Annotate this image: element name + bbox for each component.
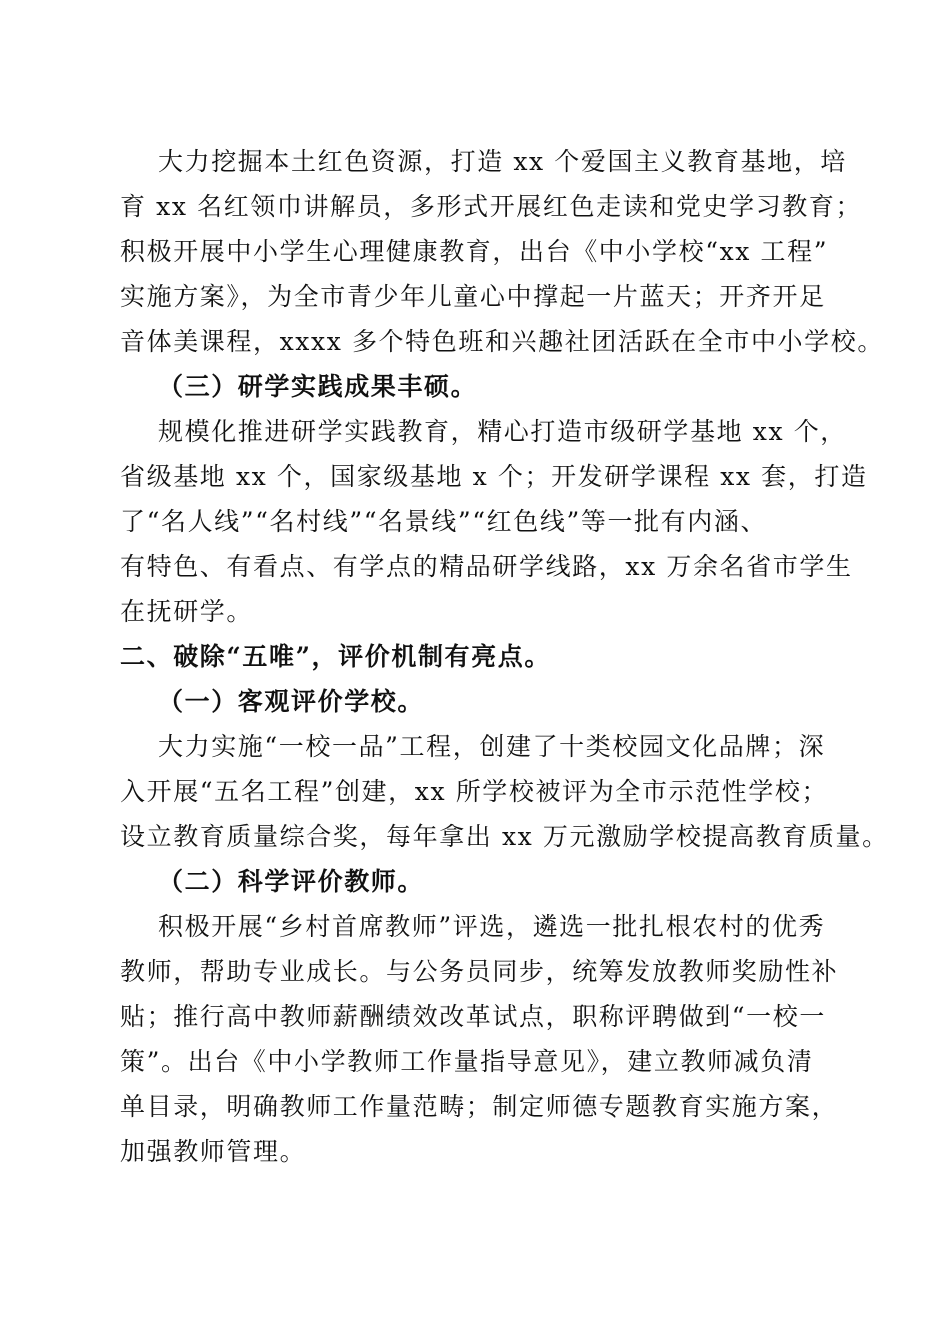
section-heading-two: 二、破除“五唯”，评价机制有亮点。	[120, 642, 551, 671]
paragraph-4-line-4: 策”。出台《中小学教师工作量指导意见》，建立教师减负清	[120, 1047, 814, 1076]
paragraph-2-line-1: 规模化推进研学实践教育，精心打造市级研学基地 xx 个，	[158, 417, 847, 446]
paragraph-1-line-4: 实施方案》，为全市青少年儿童心中撑起一片蓝天；开齐开足	[120, 282, 826, 311]
paragraph-4-line-6: 加强教师管理。	[120, 1137, 307, 1166]
paragraph-2-line-5: 在抚研学。	[120, 597, 254, 626]
subheading-research-practice: （三）研学实践成果丰硕。	[158, 372, 478, 401]
paragraph-4-line-3: 贴；推行高中教师薪酬绩效改革试点，职称评聘做到“一校一	[120, 1002, 826, 1031]
paragraph-3-line-3: 设立教育质量综合奖，每年拿出 xx 万元激励学校提高教育质量。	[120, 822, 889, 851]
paragraph-2-line-3: 了“名人线”“名村线”“名景线”“红色线”等一批有内涵、	[120, 507, 768, 536]
paragraph-2-line-2: 省级基地 xx 个，国家级基地 x 个；开发研学课程 xx 套，打造	[120, 462, 868, 491]
subheading-evaluate-schools: （一）客观评价学校。	[158, 687, 425, 716]
paragraph-1-line-1: 大力挖掘本土红色资源，打造 xx 个爱国主义教育基地，培	[158, 147, 847, 176]
paragraph-4-line-1: 积极开展“乡村首席教师”评选，遴选一批扎根农村的优秀	[158, 912, 826, 941]
paragraph-4-line-5: 单目录，明确教师工作量范畴；制定师德专题教育实施方案，	[120, 1092, 839, 1121]
paragraph-1-line-5: 音体美课程，xxxx 多个特色班和兴趣社团活跃在全市中小学校。	[120, 327, 884, 356]
paragraph-4-line-2: 教师，帮助专业成长。与公务员同步，统筹发放教师奖励性补	[120, 957, 839, 986]
subheading-evaluate-teachers: （二）科学评价教师。	[158, 867, 425, 896]
paragraph-3-line-2: 入开展“五名工程”创建，xx 所学校被评为全市示范性学校；	[120, 777, 829, 806]
paragraph-3-line-1: 大力实施“一校一品”工程，创建了十类校园文化品牌；深	[158, 732, 826, 761]
paragraph-2-line-4: 有特色、有看点、有学点的精品研学线路，xx 万余名省市学生	[120, 552, 853, 581]
paragraph-1-line-3: 积极开展中小学生心理健康教育，出台《中小学校“xx 工程”	[120, 237, 829, 266]
paragraph-1-line-2: 育 xx 名红领巾讲解员，多形式开展红色走读和党史学习教育；	[120, 192, 863, 221]
